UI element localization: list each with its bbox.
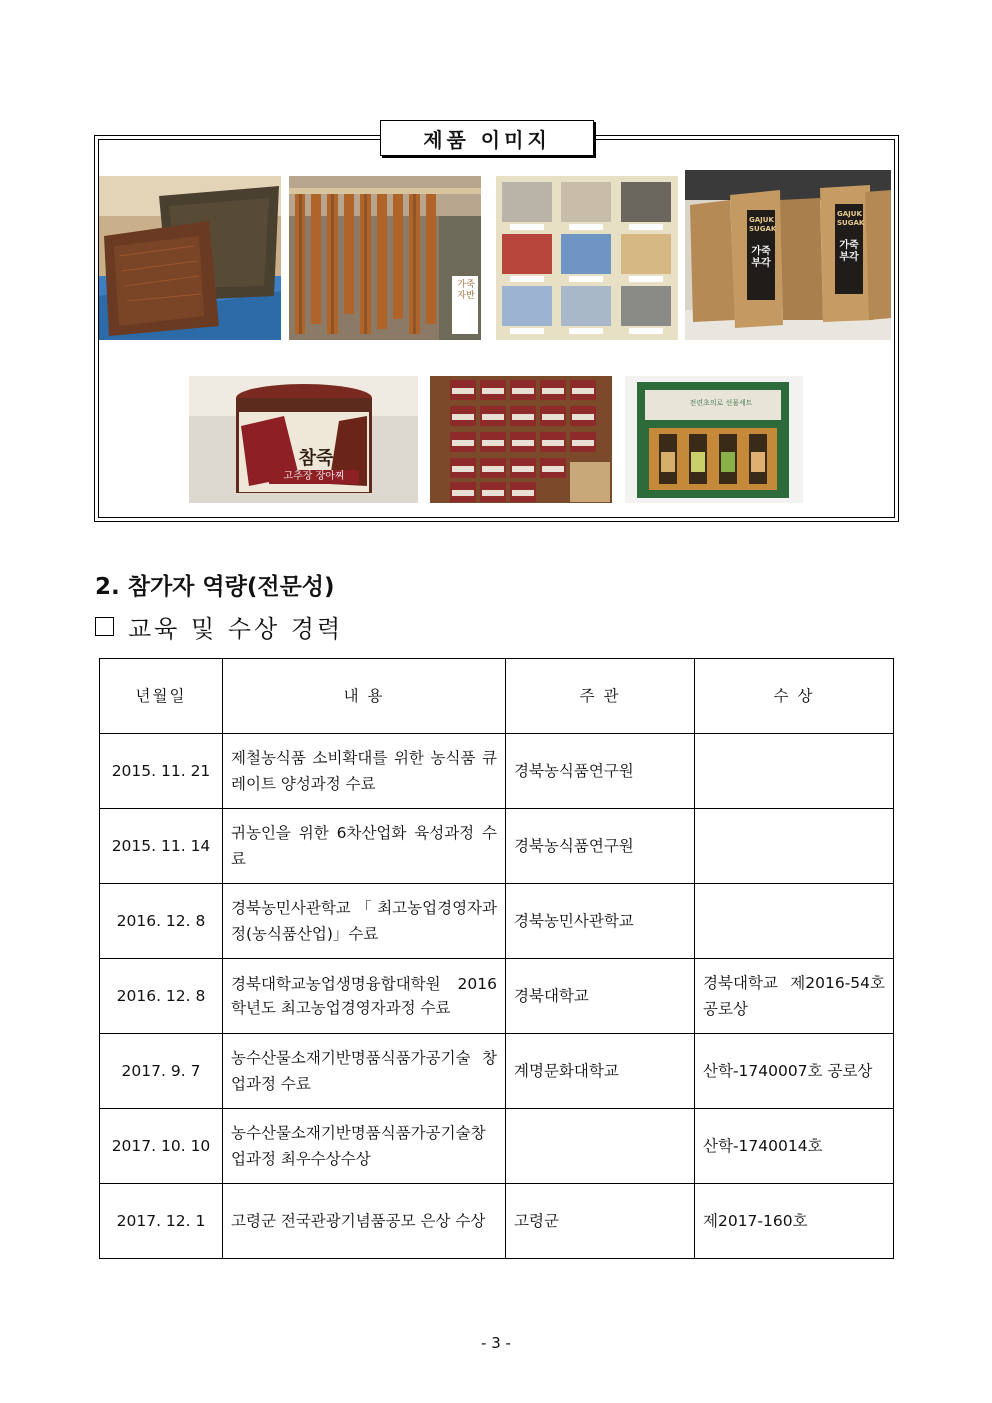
education-awards-table [99, 658, 894, 1259]
cell-date: 2016. 12. 8 [100, 884, 223, 959]
subsection-heading [95, 609, 343, 644]
cell-organizer: 경북농식품연구원 [506, 809, 695, 884]
cell-organizer: 경북대학교 [506, 959, 695, 1034]
header-organizer: 주 관 [506, 659, 695, 734]
cell-award [695, 809, 894, 884]
cell-award: 제2017-160호 [695, 1184, 894, 1259]
cell-award: 경북대학교 제2016-54호 공로상 [695, 959, 894, 1034]
photo-process-grid [496, 176, 678, 340]
cell-award: 산학-1740007호 공로상 [695, 1034, 894, 1109]
jar-product-label: 고추장 장아찌 [269, 470, 359, 484]
checkbox-square-icon [95, 617, 114, 636]
header-date: 년월일 [100, 659, 223, 734]
table-header-row [100, 659, 894, 734]
header-content: 내 용 [223, 659, 506, 734]
bag-brand-right: GAJUK SUGAK [837, 210, 865, 227]
cell-content: 농수산물소재기반명품식품가공기술 창업과정 수료 [223, 1034, 506, 1109]
photo-jar [189, 376, 418, 503]
bag-brand-left: GAJUK SUGAK [749, 216, 777, 233]
table-row [100, 809, 894, 884]
cell-date: 2015. 11. 14 [100, 809, 223, 884]
table-row [100, 884, 894, 959]
cell-organizer: 경북농식품연구원 [506, 734, 695, 809]
cell-content: 농수산물소재기반명품식품가공기술창업과정 최우수상수상 [223, 1109, 506, 1184]
cell-organizer [506, 1109, 695, 1184]
photo-dried-leaves [99, 176, 281, 340]
cell-organizer: 계명문화대학교 [506, 1034, 695, 1109]
bag-korean-left: 가죽부각 [751, 246, 771, 269]
page-number: - 3 - [481, 1334, 511, 1352]
table-row [100, 734, 894, 809]
subsection-heading-text: 교육 및 수상 경력 [128, 615, 344, 643]
cell-date: 2016. 12. 8 [100, 959, 223, 1034]
skewer-tag-label: 가죽자반 [457, 280, 475, 301]
cell-content: 고령군 전국관광기념품공모 은상 수상 [223, 1184, 506, 1259]
table-row [100, 959, 894, 1034]
photo-kraft-bags [685, 170, 891, 340]
cell-content: 제철농식품 소비확대를 위한 농식품 큐레이트 양성과정 수료 [223, 734, 506, 809]
photo-gift-box [625, 376, 803, 503]
header-award: 수 상 [695, 659, 894, 734]
table-row [100, 1109, 894, 1184]
cell-date: 2015. 11. 21 [100, 734, 223, 809]
table-row [100, 1184, 894, 1259]
section-heading: 2. 참가자 역량(전문성) [95, 574, 335, 600]
cell-date: 2017. 10. 10 [100, 1109, 223, 1184]
cell-organizer: 고령군 [506, 1184, 695, 1259]
cell-award: 산학-1740014호 [695, 1109, 894, 1184]
cell-content: 경북농민사관학교「최고농업경영자과정(농식품산업)」수료 [223, 884, 506, 959]
cell-date: 2017. 12. 1 [100, 1184, 223, 1259]
photo-hanging-skewers [289, 176, 481, 340]
cell-content: 귀농인을 위한 6차산업화 육성과정 수료 [223, 809, 506, 884]
product-image-title: 제품 이미지 [380, 120, 594, 156]
cell-content: 경북대학교농업생명융합대학원 2016학년도 최고농업경영자과정 수료 [223, 959, 506, 1034]
cell-organizer: 경북농민사관학교 [506, 884, 695, 959]
cell-award [695, 884, 894, 959]
jar-brand-label: 참죽 [298, 448, 334, 469]
cell-award [695, 734, 894, 809]
photo-stacked-jars [430, 376, 612, 503]
cell-date: 2017. 9. 7 [100, 1034, 223, 1109]
table-row [100, 1034, 894, 1109]
bag-korean-right: 가죽부각 [839, 240, 859, 263]
gift-box-label: 전련초의로 선물세트 [689, 399, 753, 407]
